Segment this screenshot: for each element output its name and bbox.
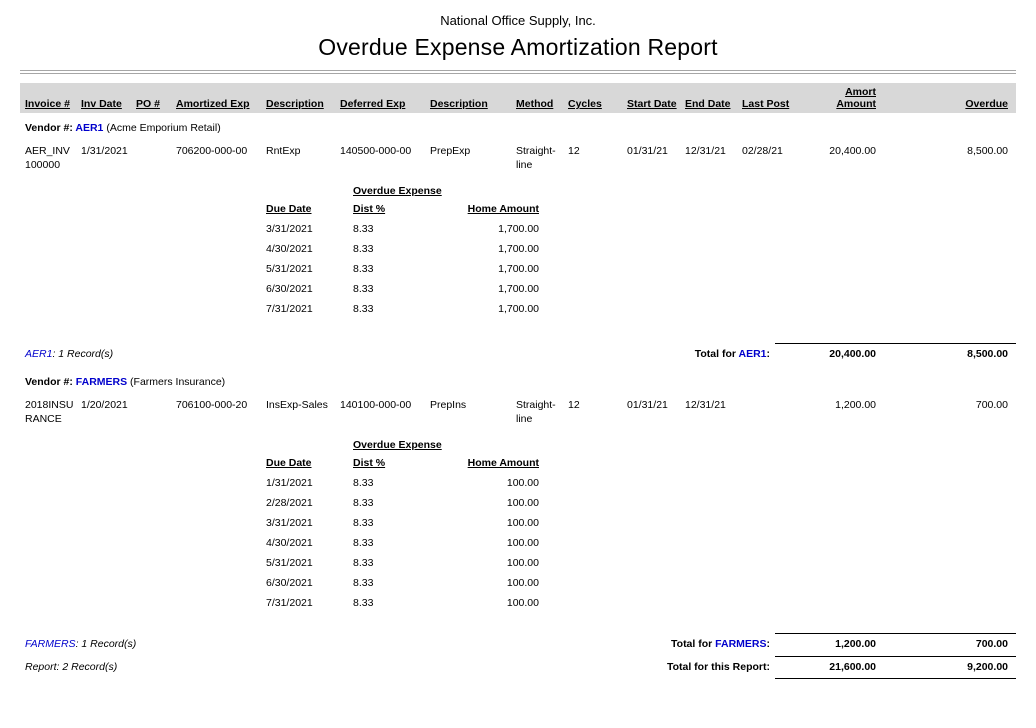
column-header-overdue: Overdue — [965, 98, 1008, 110]
column-header-band — [20, 83, 1016, 113]
column-header-end-date: End Date — [685, 98, 731, 110]
subtable-header-home-amount: Home Amount — [467, 457, 539, 469]
report-title: Overdue Expense Amortization Report — [318, 34, 718, 60]
vendor-summary-row — [25, 343, 1016, 361]
vendor-total-box — [775, 343, 1016, 361]
deferred-description-cell: PrepExp — [430, 145, 471, 157]
vendor-record-count — [25, 343, 113, 361]
total-label-colon: : — [766, 348, 770, 360]
column-header-row — [25, 86, 1016, 110]
vendor-total-box — [775, 633, 1016, 651]
column-header-invoice: Invoice # — [25, 98, 70, 110]
due-date-cell: 6/30/2021 — [266, 283, 313, 295]
vendor-total-label — [671, 633, 775, 651]
column-header-method: Method — [516, 98, 554, 110]
invoice-row — [25, 144, 1016, 172]
invoice-number-cell: 2018INSURANCE — [25, 399, 74, 425]
vendor-total-overdue: 700.00 — [975, 638, 1008, 650]
overdue-cell: 8,500.00 — [967, 145, 1008, 157]
dist-pct-cell: 8.33 — [353, 263, 374, 275]
home-amount-cell: 1,700.00 — [498, 263, 539, 275]
vendor-code-link[interactable]: FARMERS — [25, 638, 76, 650]
home-amount-cell: 1,700.00 — [498, 223, 539, 235]
due-date-cell: 7/31/2021 — [266, 597, 313, 609]
dist-pct-cell: 8.33 — [353, 477, 374, 489]
vendor-name: (Acme Emporium Retail) — [106, 122, 221, 134]
report-summary-row — [25, 656, 1016, 679]
subtable-header-dist-pct: Dist % — [353, 203, 386, 215]
amortized-description-cell: InsExp-Sales — [266, 399, 328, 411]
vendor-code-link[interactable]: AER1 — [738, 348, 767, 360]
column-header-inv-date: Inv Date — [81, 98, 122, 110]
dist-pct-cell: 8.33 — [353, 577, 374, 589]
overdue-cell: 700.00 — [975, 399, 1008, 411]
amortized-exp-cell: 706200-000-00 — [176, 145, 248, 157]
start-date-cell: 01/31/21 — [627, 399, 668, 411]
column-header-start-date: Start Date — [627, 98, 677, 110]
column-header-last-post: Last Post — [742, 98, 790, 110]
home-amount-cell: 1,700.00 — [498, 283, 539, 295]
subtable-grid — [266, 453, 547, 613]
subtable-title: Overdue Expense — [353, 185, 442, 197]
amortized-description-cell: RntExp — [266, 145, 301, 157]
due-date-cell: 5/31/2021 — [266, 557, 313, 569]
dist-pct-cell: 8.33 — [353, 537, 374, 549]
vendor-code-link[interactable]: FARMERS — [715, 638, 767, 650]
vendor-header — [25, 375, 1016, 389]
subtable-header-home-amount: Home Amount — [467, 203, 539, 215]
column-header-description-2: Description — [430, 98, 488, 110]
vendor-code-link[interactable]: AER1 — [25, 348, 53, 360]
vendor-total-amort-amount: 1,200.00 — [835, 638, 876, 650]
record-count-text: : 1 Record(s) — [52, 348, 114, 360]
column-header-description-1: Description — [266, 98, 324, 110]
end-date-cell: 12/31/21 — [685, 145, 726, 157]
due-date-cell: 2/28/2021 — [266, 497, 313, 509]
home-amount-cell: 100.00 — [506, 477, 539, 489]
vendor-label: Vendor #: — [25, 122, 73, 134]
total-label-prefix: Total for — [671, 638, 716, 650]
report-total-amort-amount: 21,600.00 — [829, 661, 876, 673]
column-header-po: PO # — [136, 98, 160, 110]
po-cell — [136, 398, 176, 426]
overdue-expense-subtable — [266, 438, 547, 613]
column-header-amort-line1: Amort — [845, 86, 876, 98]
method-cell: Straight-line — [516, 399, 556, 425]
vendor-header — [25, 121, 1016, 135]
vendor-code-link[interactable]: AER1 — [75, 122, 104, 134]
cycles-cell: 12 — [568, 145, 580, 157]
dist-pct-cell: 8.33 — [353, 497, 374, 509]
column-header-amortized-exp: Amortized Exp — [176, 98, 250, 110]
total-label-prefix: Total for — [694, 348, 739, 360]
record-count-text: : 1 Record(s) — [75, 638, 137, 650]
due-date-cell: 3/31/2021 — [266, 517, 313, 529]
last-post-cell: 02/28/21 — [742, 145, 783, 157]
due-date-cell: 4/30/2021 — [266, 537, 313, 549]
home-amount-cell: 100.00 — [506, 557, 539, 569]
inv-date-cell: 1/20/2021 — [81, 399, 128, 411]
dist-pct-cell: 8.33 — [353, 557, 374, 569]
report-record-count: Report: 2 Record(s) — [25, 661, 118, 673]
amort-amount-cell: 20,400.00 — [829, 145, 876, 157]
last-post-cell — [742, 398, 799, 426]
subtable-grid — [266, 199, 547, 319]
subtable-header-due-date: Due Date — [266, 457, 312, 469]
amortized-exp-cell: 706100-000-20 — [176, 399, 248, 411]
invoice-number-cell: AER_INV100000 — [25, 145, 70, 171]
subtable-title: Overdue Expense — [353, 439, 442, 451]
home-amount-cell: 1,700.00 — [498, 303, 539, 315]
home-amount-cell: 1,700.00 — [498, 243, 539, 255]
vendor-total-overdue: 8,500.00 — [967, 348, 1008, 360]
dist-pct-cell: 8.33 — [353, 597, 374, 609]
subtable-header-due-date: Due Date — [266, 203, 312, 215]
vendor-total-amort-amount: 20,400.00 — [829, 348, 876, 360]
deferred-exp-cell: 140500-000-00 — [340, 145, 412, 157]
subtable-header-dist-pct: Dist % — [353, 457, 386, 469]
vendor-summary-row — [25, 633, 1016, 651]
total-label-colon: : — [766, 638, 770, 650]
home-amount-cell: 100.00 — [506, 537, 539, 549]
home-amount-cell: 100.00 — [506, 517, 539, 529]
end-date-cell: 12/31/21 — [685, 399, 726, 411]
invoice-row — [25, 398, 1016, 426]
start-date-cell: 01/31/21 — [627, 145, 668, 157]
due-date-cell: 7/31/2021 — [266, 303, 313, 315]
due-date-cell: 5/31/2021 — [266, 263, 313, 275]
overdue-expense-subtable — [266, 184, 547, 319]
vendor-record-count — [25, 633, 136, 651]
column-header-amort-amount — [799, 86, 882, 110]
report-total-overdue: 9,200.00 — [967, 661, 1008, 673]
dist-pct-cell: 8.33 — [353, 303, 374, 315]
deferred-exp-cell: 140100-000-00 — [340, 399, 412, 411]
home-amount-cell: 100.00 — [506, 577, 539, 589]
due-date-cell: 3/31/2021 — [266, 223, 313, 235]
vendor-code-link[interactable]: FARMERS — [75, 376, 128, 388]
column-header-cycles: Cycles — [568, 98, 602, 110]
company-name: National Office Supply, Inc. — [440, 13, 596, 28]
vendor-name: (Farmers Insurance) — [130, 376, 226, 388]
report-total-box — [775, 656, 1016, 679]
method-cell: Straight-line — [516, 145, 556, 171]
column-header-amort-line2: Amount — [836, 98, 876, 110]
report-total-label: Total for this Report: — [666, 661, 770, 673]
home-amount-cell: 100.00 — [506, 497, 539, 509]
due-date-cell: 1/31/2021 — [266, 477, 313, 489]
dist-pct-cell: 8.33 — [353, 223, 374, 235]
deferred-description-cell: PrepIns — [430, 399, 467, 411]
dist-pct-cell: 8.33 — [353, 283, 374, 295]
column-header-deferred-exp: Deferred Exp — [340, 98, 406, 110]
due-date-cell: 6/30/2021 — [266, 577, 313, 589]
vendor-total-label — [695, 343, 775, 361]
cycles-cell: 12 — [568, 399, 580, 411]
inv-date-cell: 1/31/2021 — [81, 145, 128, 157]
due-date-cell: 4/30/2021 — [266, 243, 313, 255]
dist-pct-cell: 8.33 — [353, 243, 374, 255]
title-divider — [20, 70, 1016, 74]
amort-amount-cell: 1,200.00 — [835, 399, 876, 411]
vendor-label: Vendor #: — [25, 376, 73, 388]
dist-pct-cell: 8.33 — [353, 517, 374, 529]
home-amount-cell: 100.00 — [506, 597, 539, 609]
po-cell — [136, 144, 176, 172]
